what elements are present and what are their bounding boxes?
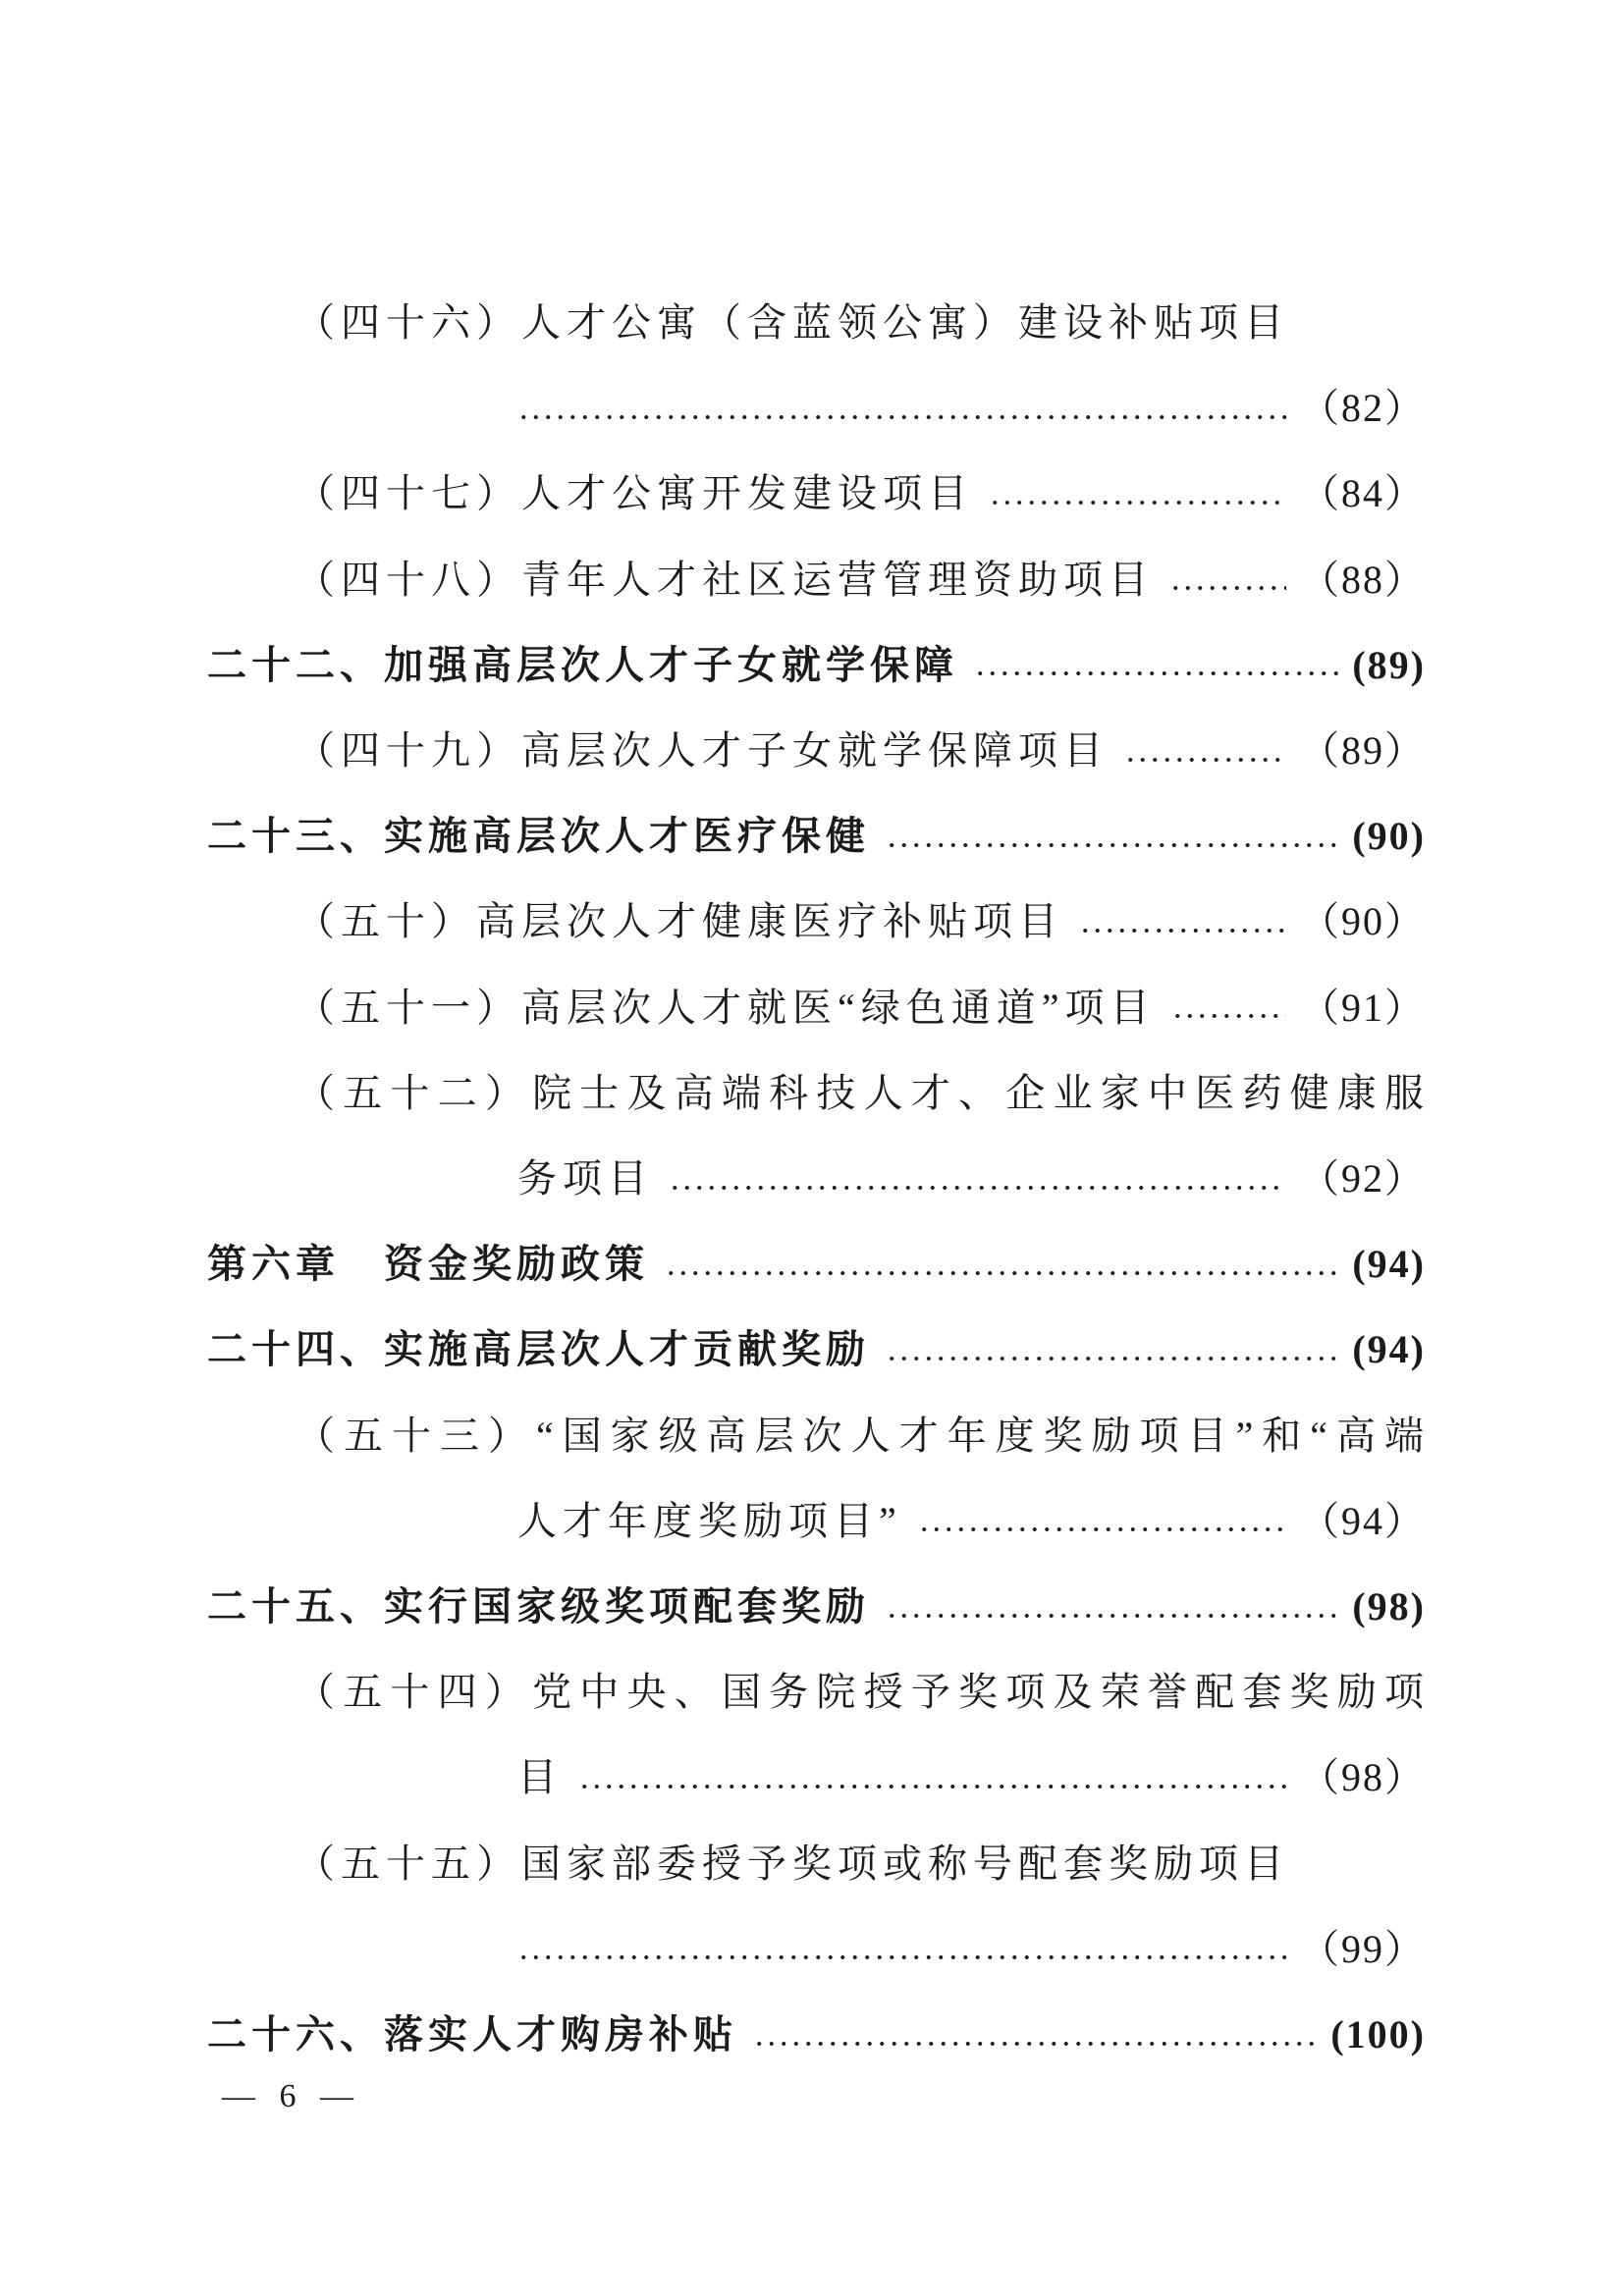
toc-entry-text: （五十三）“国家级高层次人才年度奖励项目”和“高端 — [296, 1413, 1426, 1458]
toc-page-number: （88） — [1300, 557, 1426, 602]
toc-heading-row — [207, 793, 1426, 879]
toc-item-row — [296, 879, 1426, 964]
leader-dots — [1079, 925, 1286, 936]
toc-page-number: (90) — [1352, 814, 1426, 859]
toc-page-number: （84） — [1300, 471, 1426, 516]
toc-page-number: (89) — [1352, 642, 1426, 687]
toc-page-number: （90） — [1300, 899, 1426, 944]
toc-continuation-row — [517, 365, 1426, 451]
leader-dots — [886, 839, 1338, 851]
toc-page-number: (94) — [1352, 1327, 1426, 1372]
leader-dots — [918, 1523, 1286, 1535]
toc-continuation-row — [517, 1478, 1426, 1564]
toc-item-row — [296, 965, 1426, 1050]
toc-page-number: （91） — [1300, 985, 1426, 1030]
leader-dots — [886, 1353, 1338, 1364]
toc-page-number: （82） — [1300, 386, 1426, 431]
toc-item-row — [296, 537, 1426, 622]
page-number-footer: — 6 — — [222, 2078, 361, 2114]
toc-heading-text: 第六章 资金奖励政策 — [207, 1242, 649, 1287]
toc-item-row — [296, 1050, 1426, 1136]
toc-item-row — [296, 451, 1426, 536]
leader-dots — [974, 667, 1338, 679]
toc-heading-row — [207, 1221, 1426, 1307]
toc-page-number: (100) — [1330, 2012, 1426, 2056]
leader-dots — [669, 1182, 1286, 1194]
leader-dots — [1124, 754, 1286, 766]
toc-entry-text: （四十六）人才公寓（含蓝领公寓）建设补贴项目 — [296, 300, 1289, 345]
toc-page-number: (94) — [1352, 1242, 1426, 1287]
toc-heading-text: 二十三、实施高层次人才医疗保健 — [207, 814, 870, 859]
toc-entry-text: （五十二）院士及高端科技人才、企业家中医药健康服 — [296, 1070, 1426, 1115]
toc-heading-row — [207, 622, 1426, 708]
leader-dots — [1171, 1010, 1286, 1022]
toc-heading-text: 二十六、落实人才购房补贴 — [207, 2012, 737, 2056]
toc-page-number: （89） — [1300, 728, 1426, 773]
leader-dots — [517, 411, 1286, 423]
leader-dots — [886, 1610, 1338, 1622]
toc-entry-text: 务项目 — [517, 1156, 653, 1201]
toc-heading-row — [207, 1307, 1426, 1392]
leader-dots — [517, 1951, 1286, 1963]
toc-page-number: （94） — [1300, 1498, 1426, 1543]
toc-heading-text: 二十五、实行国家级奖项配套奖励 — [207, 1584, 870, 1629]
toc-item-row — [296, 708, 1426, 793]
toc-entry-text: （五十一）高层次人才就医“绿色通道”项目 — [296, 985, 1156, 1030]
toc-continuation-row — [517, 1136, 1426, 1221]
leader-dots — [665, 1267, 1338, 1279]
leader-dots — [753, 2038, 1317, 2050]
leader-dots — [578, 1781, 1286, 1792]
toc-item-row — [296, 1649, 1426, 1735]
toc-item-row — [296, 1821, 1426, 1906]
toc-page-number: （99） — [1300, 1926, 1426, 1971]
toc-page-number: (98) — [1352, 1584, 1426, 1629]
toc-entry-text: （五十五）国家部委授予奖项或称号配套奖励项目 — [296, 1841, 1289, 1886]
toc-item-row — [296, 280, 1426, 365]
toc-entry-text: （四十七）人才公寓开发建设项目 — [296, 471, 973, 516]
toc-continuation-row — [517, 1735, 1426, 1820]
toc-page-number: （92） — [1300, 1156, 1426, 1201]
toc-page-number: （98） — [1300, 1755, 1426, 1800]
toc-heading-row — [207, 1564, 1426, 1649]
toc-heading-text: 二十二、加强高层次人才子女就学保障 — [207, 642, 958, 687]
toc-entry-text: 人才年度奖励项目” — [517, 1498, 902, 1543]
toc-heading-text: 二十四、实施高层次人才贡献奖励 — [207, 1327, 870, 1372]
toc-entry-text: （五十四）党中央、国务院授予奖项及荣誉配套奖励项 — [296, 1670, 1426, 1715]
leader-dots — [1169, 582, 1286, 594]
toc-entry-text: （四十八）青年人才社区运营管理资助项目 — [296, 557, 1154, 602]
toc-entry-text: （四十九）高层次人才子女就学保障项目 — [296, 728, 1109, 773]
toc-item-row — [296, 1393, 1426, 1478]
toc-heading-row — [207, 1992, 1426, 2077]
toc-entry-text: 目 — [517, 1755, 563, 1800]
toc-entry-text: （五十）高层次人才健康医疗补贴项目 — [296, 899, 1063, 944]
toc-continuation-row — [517, 1906, 1426, 1992]
leader-dots — [989, 497, 1286, 508]
